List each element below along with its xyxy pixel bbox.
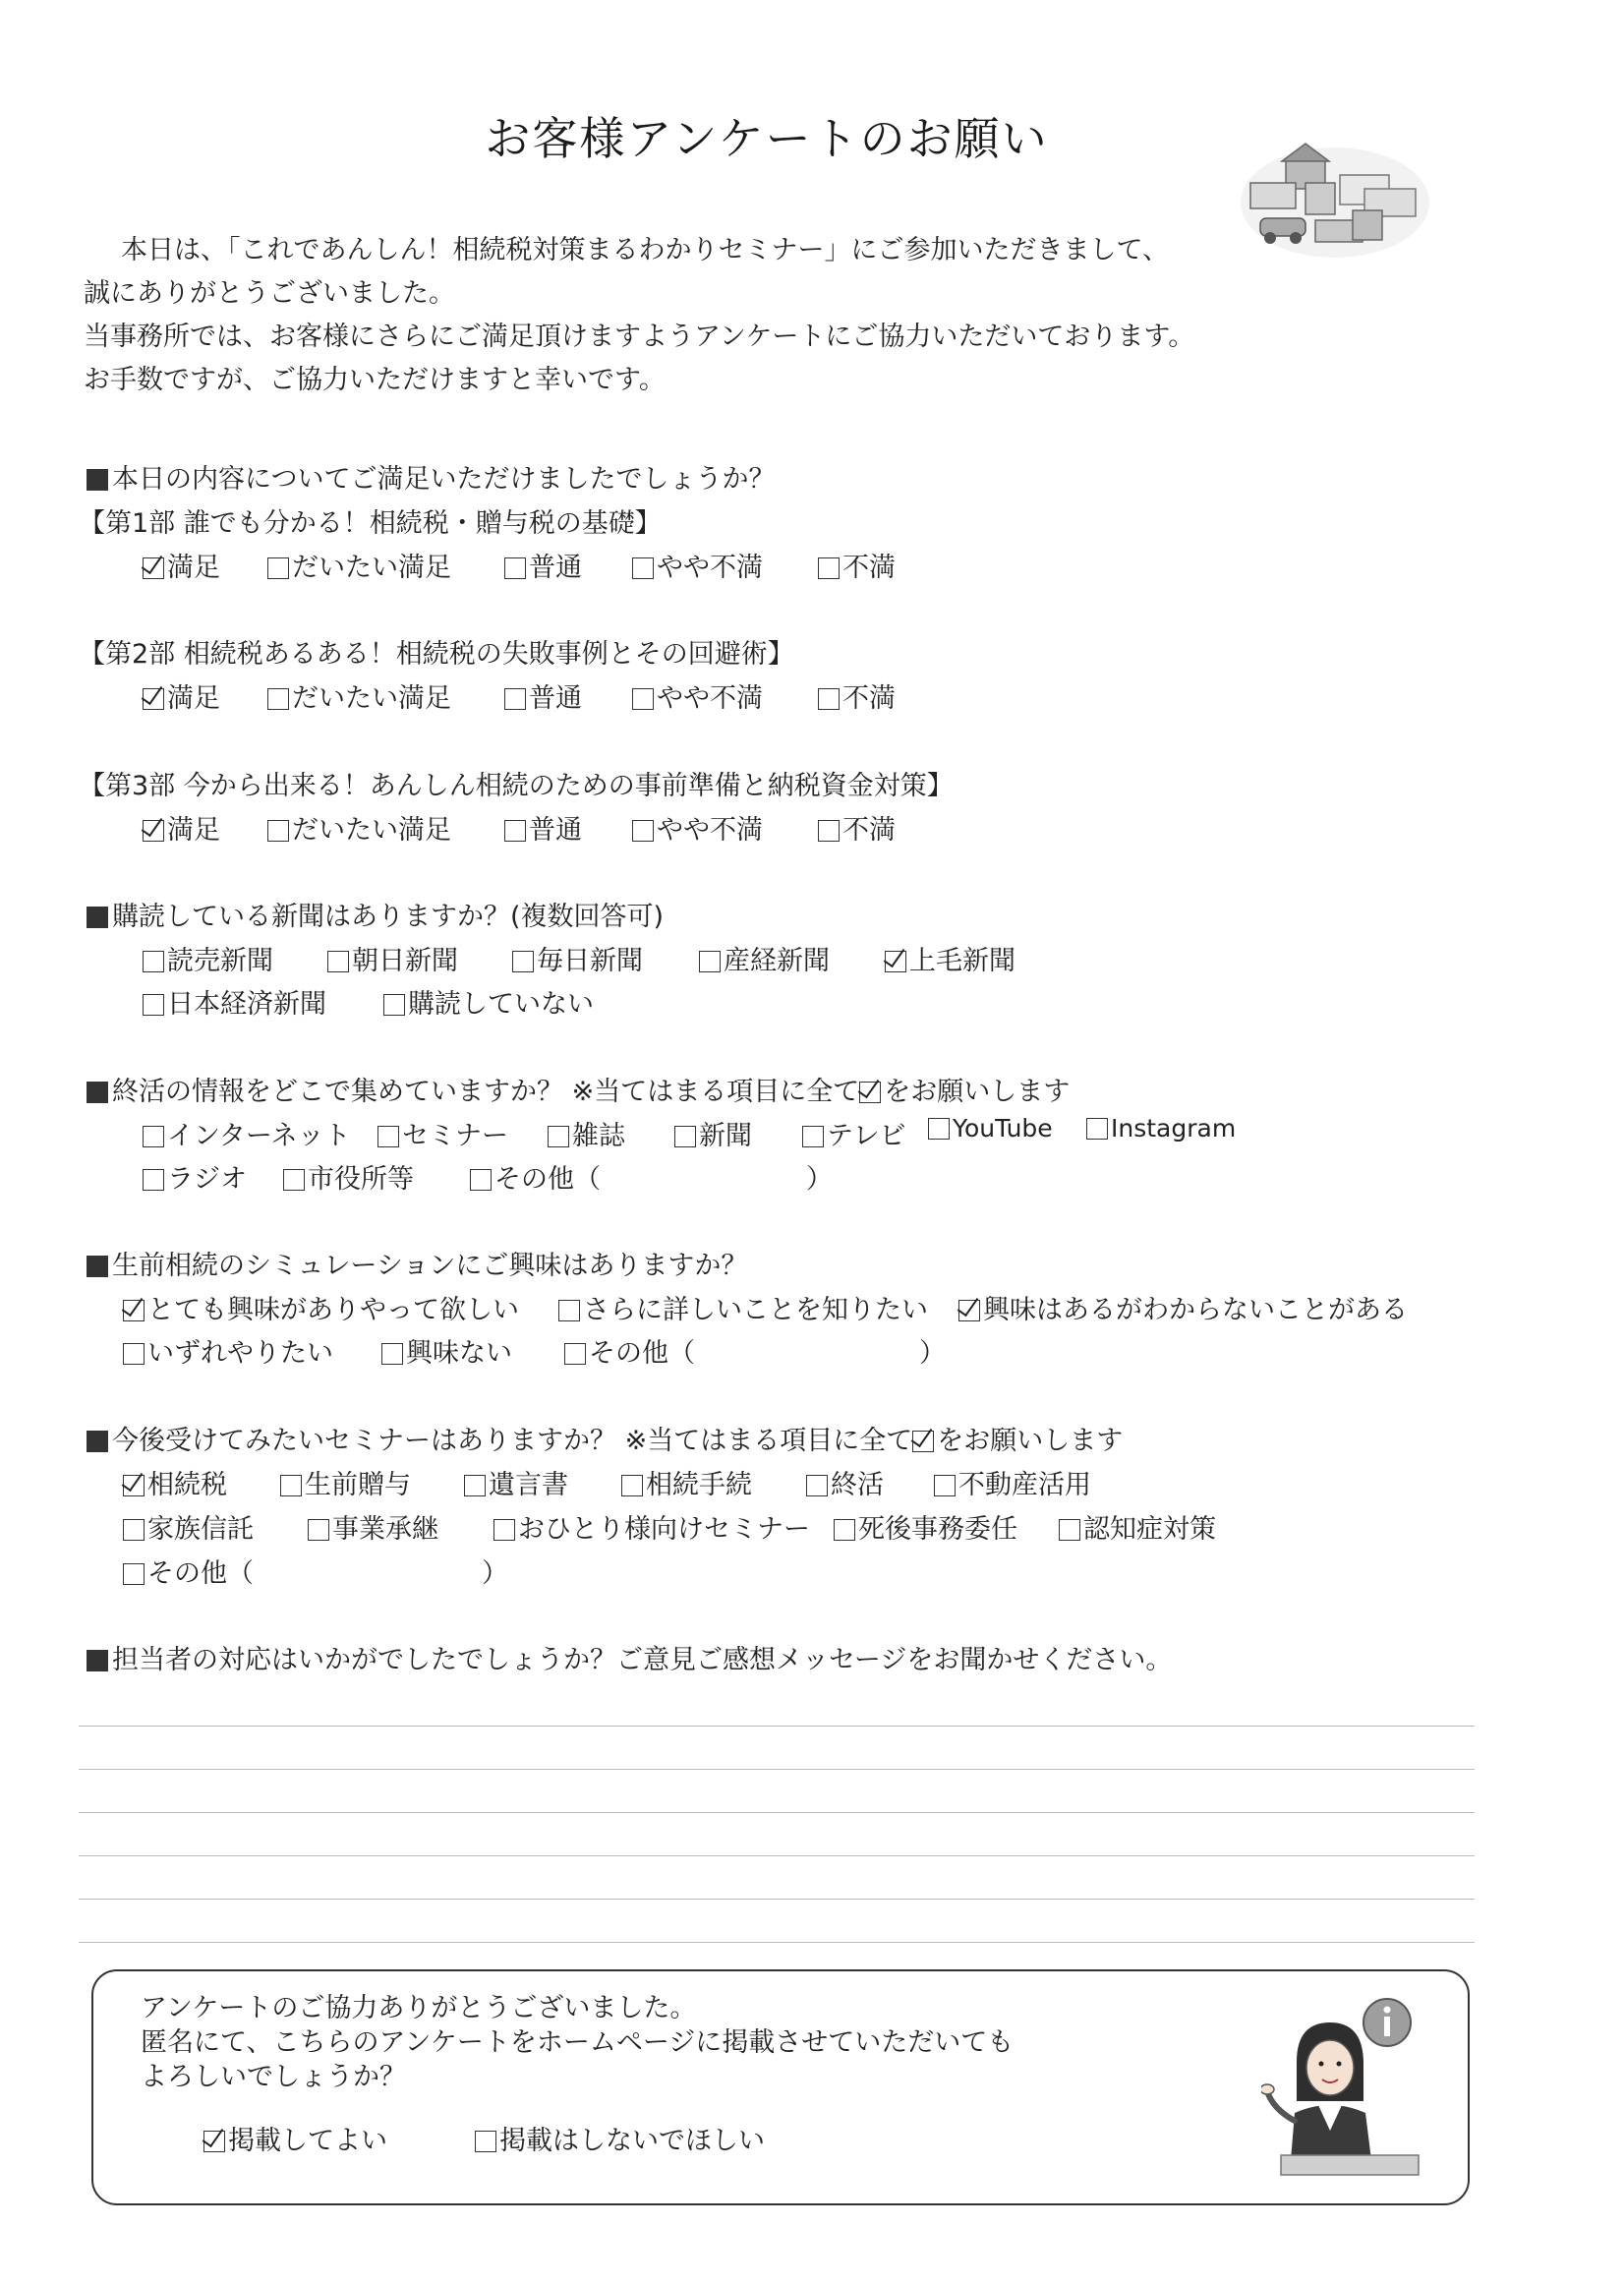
bullet-square <box>87 907 108 928</box>
comment-line[interactable] <box>79 1942 1475 1943</box>
staff-woman-illustration <box>1261 1993 1428 2180</box>
checkbox-checked[interactable] <box>203 2131 225 2152</box>
part-2-heading: 【第2部 相続税あるある！相続税の失敗事例とその回避術】 <box>79 639 794 670</box>
q3-option-instagram[interactable]: Instagram <box>1086 1114 1236 1142</box>
checkbox[interactable] <box>475 2131 496 2152</box>
checkbox[interactable] <box>143 1126 164 1147</box>
checkbox[interactable] <box>143 951 164 972</box>
page-title: お客様アンケートのお願い <box>485 112 1049 165</box>
intro-line: 誠にありがとうございました。 <box>84 278 455 309</box>
checkbox[interactable] <box>308 1519 329 1541</box>
checkbox-checked[interactable] <box>123 1475 145 1496</box>
checkbox[interactable] <box>470 1169 492 1191</box>
comment-line[interactable] <box>79 1899 1475 1900</box>
checkbox[interactable] <box>548 1126 569 1147</box>
checkbox[interactable] <box>512 951 534 972</box>
checkbox[interactable] <box>143 994 164 1016</box>
part-3-heading: 【第3部 今から出来る！あんしん相続のための事前準備と納税資金対策】 <box>79 771 954 801</box>
checkbox[interactable] <box>674 1126 696 1147</box>
checkbox[interactable] <box>493 1519 515 1541</box>
checkbox[interactable] <box>621 1475 643 1496</box>
checkbox[interactable] <box>632 820 654 842</box>
checkbox[interactable] <box>806 1475 828 1496</box>
check-mark-icon <box>912 1431 934 1452</box>
q1p1-option-satisfied[interactable]: 満足 <box>143 546 220 584</box>
q5-option-lifetime-gift[interactable]: 生前贈与 <box>280 1463 411 1501</box>
checkbox[interactable] <box>504 820 526 842</box>
checkbox[interactable] <box>123 1343 145 1365</box>
checkbox[interactable] <box>381 1343 403 1365</box>
q2-option-none[interactable]: 購読していない <box>383 982 594 1021</box>
comment-line[interactable] <box>79 1769 1475 1770</box>
q5-option-will[interactable]: 遺言書 <box>464 1463 568 1501</box>
closing-line: よろしいでしょうか？ <box>141 2062 406 2092</box>
bullet-square <box>87 1650 108 1671</box>
q3-option-other[interactable]: その他（ <box>470 1157 601 1196</box>
q2-option-yomiuri[interactable]: 読売新聞 <box>143 939 273 977</box>
q1p1-option-neutral[interactable]: 普通 <box>504 546 582 584</box>
question-1: 本日の内容についてご満足いただけましたでしょうか？ <box>87 457 775 496</box>
intro-line: 本日は、「これであんしん！相続税対策まるわかりセミナー」にご参加いただきまして、 <box>121 235 1169 265</box>
intro-line: お手数ですが、ご協力いただけますと幸いです。 <box>84 365 666 395</box>
q2-option-mainichi[interactable]: 毎日新聞 <box>512 939 643 977</box>
q1p2-option-mostly-satisfied[interactable]: だいたい満足 <box>267 676 451 715</box>
checkbox[interactable] <box>818 820 840 842</box>
q3-option-youtube[interactable]: YouTube <box>928 1114 1053 1142</box>
checkbox[interactable] <box>834 1519 855 1541</box>
q1p3-option-satisfied[interactable]: 満足 <box>143 808 220 847</box>
q1p2-option-dissatisfied[interactable]: 不満 <box>818 676 896 715</box>
q5-option-other[interactable]: その他（ <box>123 1552 254 1590</box>
q1p3-option-somewhat-dissatisfied[interactable]: やや不満 <box>632 808 763 847</box>
q5-option-real-estate[interactable]: 不動産活用 <box>934 1463 1091 1501</box>
checkbox-checked[interactable] <box>143 688 164 710</box>
q3-option-city-hall[interactable]: 市役所等 <box>283 1157 414 1196</box>
q2-option-jomo[interactable]: 上毛新聞 <box>885 939 1015 977</box>
publish-ok-option[interactable]: 掲載してよい <box>203 2119 387 2157</box>
q4-option-very-interested[interactable]: とても興味がありやって欲しい <box>123 1288 519 1326</box>
checkbox[interactable] <box>280 1475 302 1496</box>
q3-option-newspaper[interactable]: 新聞 <box>674 1114 752 1152</box>
checkbox-checked[interactable] <box>123 1300 145 1321</box>
q5-option-family-trust[interactable]: 家族信託 <box>123 1507 254 1546</box>
question-6: 担当者の対応はいかがでしたでしょうか？ご意見ご感想メッセージをお聞かせください。 <box>87 1638 1172 1676</box>
checkbox[interactable] <box>123 1519 145 1541</box>
intro-line: 当事務所では、お客様にさらにご満足頂けますようアンケートにご協力いただいております。 <box>84 322 1195 352</box>
checkbox[interactable] <box>699 951 721 972</box>
closing-line: 匿名にて、こちらのアンケートをホームページに掲載させていただいても <box>141 2027 1015 2058</box>
checkbox-checked[interactable] <box>958 1300 980 1321</box>
checkbox[interactable] <box>267 820 289 842</box>
checkbox[interactable] <box>123 1563 145 1585</box>
checkbox[interactable] <box>1086 1118 1108 1140</box>
question-5: 今後受けてみたいセミナーはありますか？ ※当てはまる項目に全て をお願いします <box>87 1419 1123 1457</box>
q5-other-close-paren: ） <box>482 1558 508 1589</box>
bullet-square <box>87 469 108 491</box>
checkbox[interactable] <box>143 1169 164 1191</box>
checkbox[interactable] <box>504 688 526 710</box>
check-mark-icon <box>859 1082 881 1103</box>
q2-option-sankei[interactable]: 産経新聞 <box>699 939 830 977</box>
q3-option-magazine[interactable]: 雑誌 <box>548 1114 625 1152</box>
q5-option-dementia[interactable]: 認知症対策 <box>1059 1507 1216 1546</box>
checkbox[interactable] <box>283 1169 305 1191</box>
q3-option-tv[interactable]: テレビ <box>802 1114 905 1152</box>
q1p2-option-somewhat-dissatisfied[interactable]: やや不満 <box>632 676 763 715</box>
part-1-heading: 【第1部 誰でも分かる！相続税・贈与税の基礎】 <box>79 508 662 539</box>
q4-other-close-paren: ） <box>919 1338 946 1369</box>
q4-option-interested-but-unsure[interactable]: 興味はあるがわからないことがある <box>958 1288 1408 1326</box>
q4-option-want-details[interactable]: さらに詳しいことを知りたい <box>558 1288 928 1326</box>
publish-no-option[interactable]: 掲載はしないでほしい <box>475 2119 765 2157</box>
intro-text <box>84 229 1194 402</box>
q1p3-option-dissatisfied[interactable]: 不満 <box>818 808 896 847</box>
closing-line: アンケートのご協力ありがとうございました。 <box>141 1993 697 2023</box>
q3-option-radio[interactable]: ラジオ <box>143 1157 247 1196</box>
question-4: 生前相続のシミュレーションにご興味はありますか？ <box>87 1244 747 1282</box>
closing-text <box>141 1991 1014 2094</box>
checkbox[interactable] <box>558 1300 580 1321</box>
checkbox[interactable] <box>818 557 840 579</box>
checkbox[interactable] <box>267 688 289 710</box>
checkbox-checked[interactable] <box>143 557 164 579</box>
property-illustration <box>1237 138 1433 261</box>
q1p1-option-dissatisfied[interactable]: 不満 <box>818 546 896 584</box>
checkbox[interactable] <box>934 1475 956 1496</box>
bullet-square <box>87 1256 108 1277</box>
q5-option-inheritance-tax[interactable]: 相続税 <box>123 1463 227 1501</box>
q4-option-someday[interactable]: いずれやりたい <box>123 1331 333 1370</box>
q5-option-end-of-life[interactable]: 終活 <box>806 1463 884 1501</box>
checkbox[interactable] <box>632 557 654 579</box>
checkbox[interactable] <box>504 557 526 579</box>
q5-option-single-seminar[interactable]: おひとり様向けセミナー <box>493 1507 810 1546</box>
q1p1-option-somewhat-dissatisfied[interactable]: やや不満 <box>632 546 763 584</box>
q5-option-posthumous-affairs[interactable]: 死後事務委任 <box>834 1507 1017 1546</box>
checkbox[interactable] <box>1059 1519 1080 1541</box>
question-3: 終活の情報をどこで集めていますか？ ※当てはまる項目に全て をお願いします <box>87 1070 1070 1108</box>
q1p3-option-mostly-satisfied[interactable]: だいたい満足 <box>267 808 451 847</box>
comment-line[interactable] <box>79 1812 1475 1813</box>
question-2: 購読している新聞はありますか？(複数回答可) <box>87 895 664 933</box>
q2-option-asahi[interactable]: 朝日新聞 <box>327 939 458 977</box>
checkbox-checked[interactable] <box>885 951 906 972</box>
checkbox[interactable] <box>267 557 289 579</box>
q3-option-seminar[interactable]: セミナー <box>377 1114 508 1152</box>
q1p2-option-satisfied[interactable]: 満足 <box>143 676 220 715</box>
q1p2-option-neutral[interactable]: 普通 <box>504 676 582 715</box>
comment-line[interactable] <box>79 1726 1475 1727</box>
checkbox[interactable] <box>928 1118 950 1140</box>
checkbox[interactable] <box>632 688 654 710</box>
checkbox-checked[interactable] <box>143 820 164 842</box>
checkbox[interactable] <box>818 688 840 710</box>
checkbox[interactable] <box>327 951 349 972</box>
q1p1-option-mostly-satisfied[interactable]: だいたい満足 <box>267 546 451 584</box>
checkbox[interactable] <box>377 1126 399 1147</box>
comment-line[interactable] <box>79 1855 1475 1856</box>
checkbox[interactable] <box>564 1343 586 1365</box>
q5-option-business-succession[interactable]: 事業承継 <box>308 1507 438 1546</box>
bullet-square <box>87 1082 108 1103</box>
q4-option-not-interested[interactable]: 興味ない <box>381 1331 512 1370</box>
q3-option-internet[interactable]: インターネット <box>143 1114 351 1152</box>
q1p3-option-neutral[interactable]: 普通 <box>504 808 582 847</box>
q2-option-nikkei[interactable]: 日本経済新聞 <box>143 982 326 1021</box>
checkbox[interactable] <box>464 1475 486 1496</box>
bullet-square <box>87 1431 108 1452</box>
checkbox[interactable] <box>383 994 405 1016</box>
q3-other-close-paren: ） <box>806 1164 833 1195</box>
checkbox[interactable] <box>802 1126 824 1147</box>
q5-option-inheritance-procedure[interactable]: 相続手続 <box>621 1463 752 1501</box>
q4-option-other[interactable]: その他（ <box>564 1331 695 1370</box>
